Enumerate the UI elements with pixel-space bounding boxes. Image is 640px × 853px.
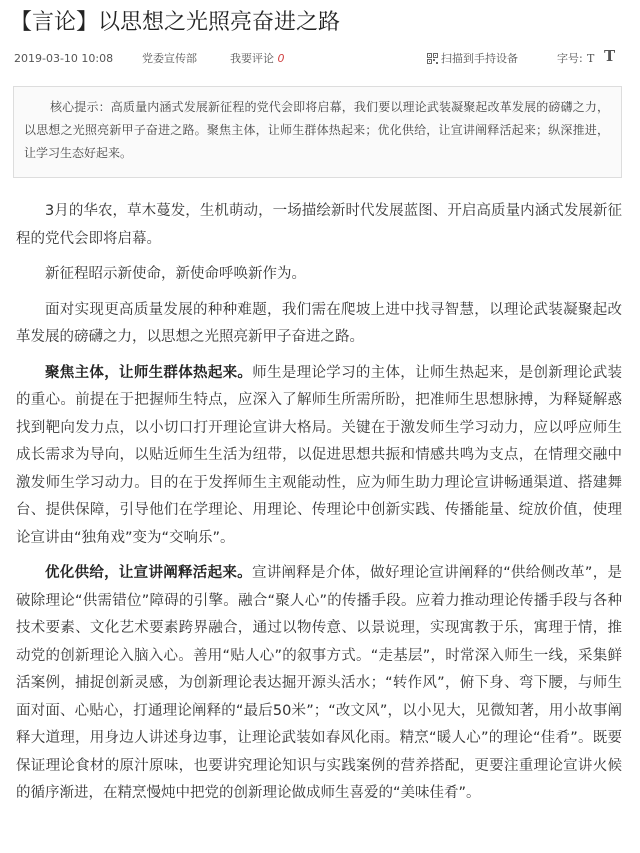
paragraph: 新征程昭示新使命，新使命呼唤新作为。 bbox=[45, 266, 306, 282]
paragraph: 3月的华农，草木蔓发，生机萌动，一场描绘新时代发展蓝图、开启高质量内涵式发展新征程的党代会即将启幕。 bbox=[16, 203, 622, 247]
qr-code-icon bbox=[427, 53, 438, 64]
paragraph: 面对实现更高质量发展的种种难题，我们需在爬坡上进中找寻智慧，以理论武装凝聚起改革发展的磅礴之力，以思想之光照亮新甲子奋进之路。 bbox=[16, 301, 622, 345]
paragraph bbox=[16, 360, 622, 553]
font-size-small-button[interactable]: T bbox=[587, 52, 595, 65]
source-department: 党委宣传部 bbox=[142, 52, 197, 65]
paragraph-lead: 聚焦主体，让师生群体热起来。 bbox=[45, 364, 253, 381]
paragraph-lead: 优化供给，让宣讲阐释活起来。 bbox=[45, 565, 252, 581]
article-meta bbox=[14, 47, 626, 67]
comment-label: 我要评论 bbox=[230, 52, 274, 65]
article-title: 【言论】以思想之光照亮奋进之路 bbox=[10, 10, 341, 35]
publish-date: 2019-03-10 10:08 bbox=[14, 52, 114, 65]
article-summary: 核心提示：高质量内涵式发展新征程的党代会即将启幕，我们要以理论武装凝聚起改革发展的磅礴之力，以思想之光照亮新甲子奋进之路。聚焦主体，让师生群体热起来；优化供给，让宣讲阐释活起来；纵深推进，让学习生态好起来。 bbox=[13, 86, 622, 178]
comment-count: 0 bbox=[277, 52, 285, 65]
comment-link[interactable] bbox=[230, 51, 285, 67]
font-size-label: 字号: bbox=[557, 52, 583, 65]
article-body bbox=[16, 198, 622, 816]
paragraph-text: 宣讲阐释是介体，做好理论宣讲阐释的“供给侧改革”，是破除理论“供需错位”障碍的引擎。融合“聚人心”的传播手段。应着力推动理论传播手段与各种技术要素、文化艺术要素跨界融合，通过以物传意、以景说理，实现寓教于乐，寓理于情，推动党的创新理论入脑入心。善用“贴人心”的叙事方式。“走基层”，时常深入师生一线，采集鲜活案例，捕捉创新灵感，为创新理论表达掘开源头活水；“转作风”，俯下身、弯下腰，与师生面对面、心贴心，打通理论阐释的“最后50米”；“改文风”，以小见大，见微知著，用小故事阐释大道理，用身边人讲述身边事，让理论武装如春风化雨。精烹“暖人心”的理论“佳肴”。既要保证理论食材的原汁原味，也要讲究理论知识与实践案例的营养搭配，更要注重理论宣讲火候的循序渐进，在精烹慢炖中把党的创新理论做成师生喜爱的“美味佳肴”。 bbox=[16, 565, 622, 801]
font-size-large-button[interactable]: T bbox=[604, 47, 616, 65]
paragraph-text: 师生是理论学习的主体，让师生热起来，是创新理论武装的重心。前提在于把握师生特点，应深入了解师生所需所盼，把准师生思想脉搏，为释疑解惑找到靶向发力点，以小切口打开理论宣讲大格局。关键在于激发师生学习动力，应以呼应师生成长需求为导向，以贴近师生生活为纽带，以促进思想共振和情感共鸣为支点，在情理交融中激发师生学习动力。目的在于发挥师生主观能动性，应为师生助力理论宣讲畅通渠道、搭建舞台、提供保障，引导他们在学理论、用理论、传理论中创新实践、传播能量、绽放价值，使理论宣讲由“独角戏”变为“交响乐”。 bbox=[16, 364, 623, 546]
paragraph bbox=[16, 560, 622, 808]
qr-label: 扫描到手持设备 bbox=[441, 52, 518, 65]
qr-scan-link[interactable] bbox=[427, 51, 518, 67]
